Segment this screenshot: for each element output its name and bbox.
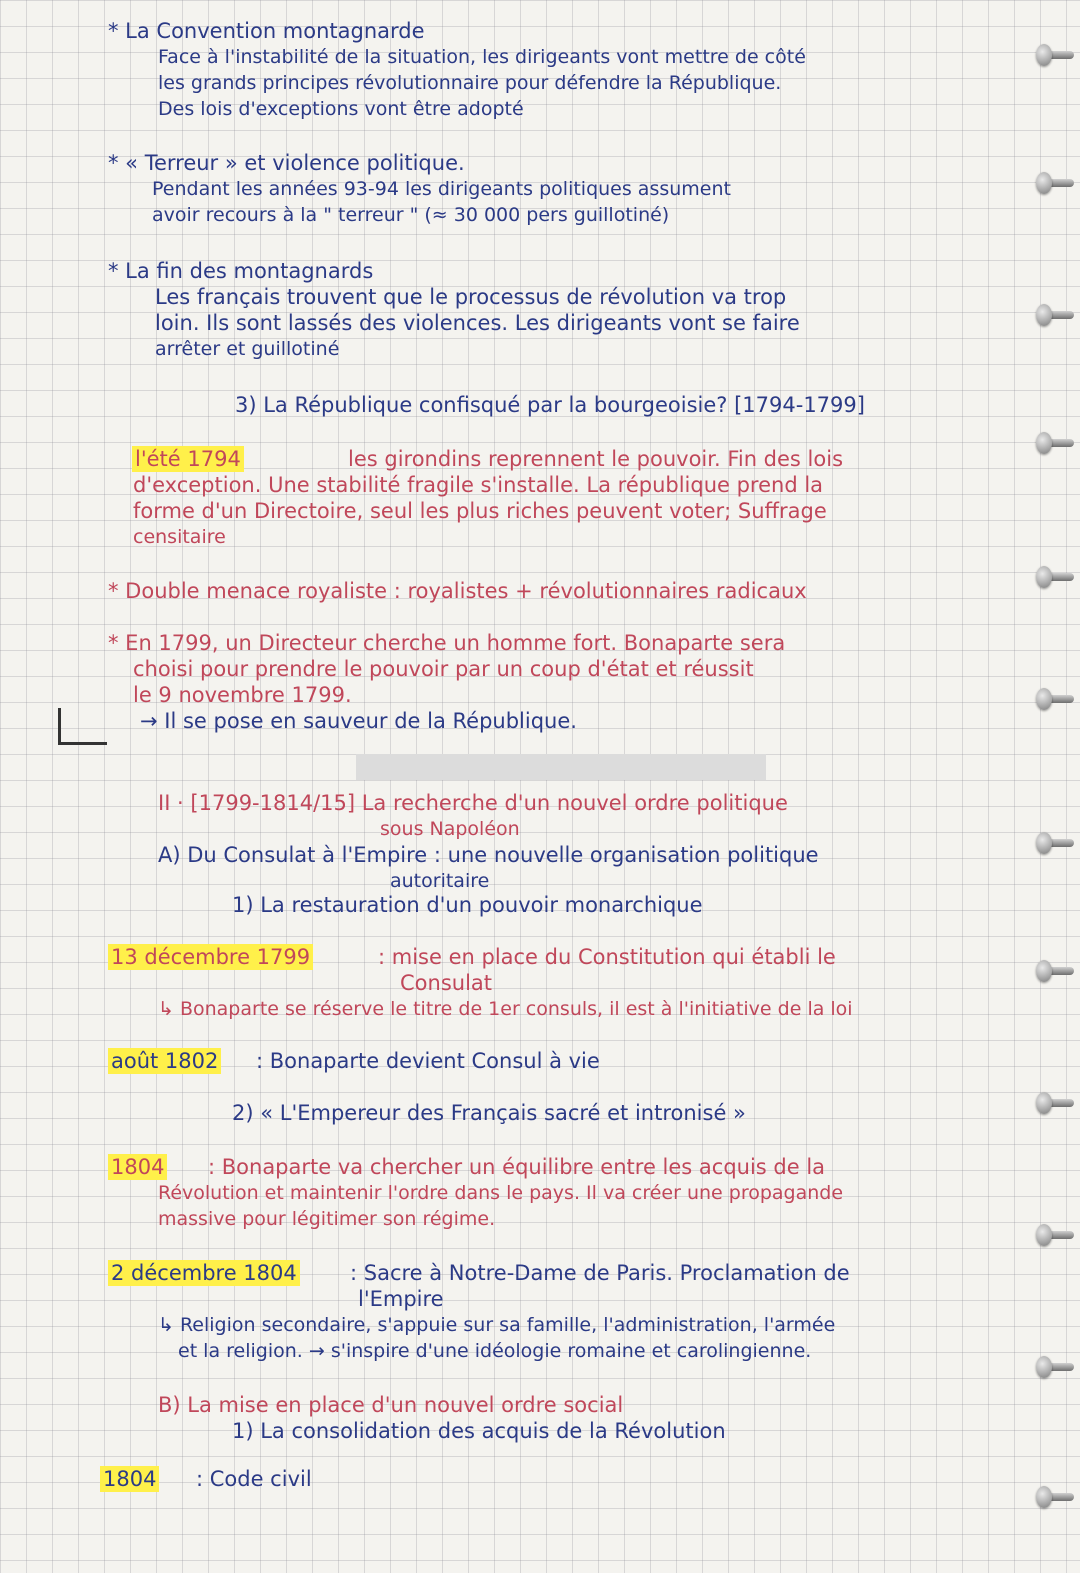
- note-line: sous Napoléon: [380, 818, 520, 840]
- note-line: d'exception. Une stabilité fragile s'installe. La république prend la: [133, 473, 824, 497]
- binder-ring-icon: [1034, 1090, 1074, 1118]
- note-line: II · [1799-1814/15] La recherche d'un nouvel ordre politique: [158, 791, 788, 815]
- note-line: l'Empire: [358, 1287, 444, 1311]
- margin-bracket: [58, 708, 107, 745]
- note-line: les grands principes révolutionnaire pour défendre la République.: [158, 72, 782, 94]
- note-line: ↳ Religion secondaire, s'appuie sur sa famille, l'administration, l'armée: [158, 1314, 836, 1336]
- binder-ring-icon: [1034, 1354, 1074, 1382]
- binder-ring-icon: [1034, 430, 1074, 458]
- note-line: → Il se pose en sauveur de la République.: [140, 709, 577, 733]
- note-line: * La fin des montagnards: [108, 259, 374, 283]
- note-line: 1804: [100, 1466, 159, 1492]
- binder-ring-icon: [1034, 1484, 1074, 1512]
- note-line: : Sacre à Notre-Dame de Paris. Proclamation de: [350, 1261, 850, 1285]
- note-line: autoritaire: [390, 870, 490, 892]
- note-line: Des lois d'exceptions vont être adopté: [158, 98, 524, 120]
- blurred-strip: [356, 754, 766, 780]
- note-line: : Code civil: [196, 1467, 312, 1491]
- note-line: forme d'un Directoire, seul les plus riches peuvent voter; Suffrage: [133, 499, 827, 523]
- note-line: avoir recours à la " terreur " (≈ 30 000 pers guillotiné): [152, 204, 670, 226]
- note-line: censitaire: [133, 526, 226, 548]
- binder-ring-icon: [1034, 302, 1074, 330]
- note-line: août 1802: [108, 1048, 221, 1074]
- note-line: choisi pour prendre le pouvoir par un coup d'état et réussit: [133, 657, 754, 681]
- note-line: ↳ Bonaparte se réserve le titre de 1er consuls, il est à l'initiative de la loi: [158, 998, 853, 1020]
- note-line: 1) La restauration d'un pouvoir monarchique: [232, 893, 703, 917]
- note-line: 3) La République confisqué par la bourgeoisie? [1794-1799]: [235, 393, 865, 417]
- note-line: Face à l'instabilité de la situation, les dirigeants vont mettre de côté: [158, 46, 806, 68]
- note-line: 1804: [108, 1154, 167, 1180]
- binder-ring-icon: [1034, 170, 1074, 198]
- note-line: 13 décembre 1799: [108, 944, 313, 970]
- note-line: le 9 novembre 1799.: [133, 683, 352, 707]
- note-line: massive pour légitimer son régime.: [158, 1208, 496, 1230]
- note-line: 1) La consolidation des acquis de la Révolution: [232, 1419, 726, 1443]
- note-line: : mise en place du Constitution qui établi le: [378, 945, 836, 969]
- note-line: Pendant les années 93-94 les dirigeants politiques assument: [152, 178, 731, 200]
- note-line: Les français trouvent que le processus de révolution va trop: [155, 285, 787, 309]
- note-line: et la religion. → s'inspire d'une idéologie romaine et carolingienne.: [178, 1340, 812, 1362]
- note-line: loin. Ils sont lassés des violences. Les dirigeants vont se faire: [155, 311, 800, 335]
- note-line: * Double menace royaliste : royalistes + révolutionnaires radicaux: [108, 579, 807, 603]
- note-line: : Bonaparte va chercher un équilibre entre les acquis de la: [208, 1155, 826, 1179]
- binder-ring-icon: [1034, 1222, 1074, 1250]
- binder-ring-icon: [1034, 830, 1074, 858]
- note-line: les girondins reprennent le pouvoir. Fin des lois: [348, 447, 844, 471]
- note-line: Révolution et maintenir l'ordre dans le pays. Il va créer une propagande: [158, 1182, 844, 1204]
- note-line: A) Du Consulat à l'Empire : une nouvelle organisation politique: [158, 843, 819, 867]
- note-line: B) La mise en place d'un nouvel ordre social: [158, 1393, 624, 1417]
- binder-ring-icon: [1034, 686, 1074, 714]
- binder-ring-icon: [1034, 564, 1074, 592]
- binder-ring-icon: [1034, 42, 1074, 70]
- note-line: : Bonaparte devient Consul à vie: [256, 1049, 600, 1073]
- note-line: * En 1799, un Directeur cherche un homme fort. Bonaparte sera: [108, 631, 786, 655]
- note-line: * « Terreur » et violence politique.: [108, 151, 465, 175]
- note-line: 2 décembre 1804: [108, 1260, 300, 1286]
- note-line: arrêter et guillotiné: [155, 338, 340, 360]
- note-line: l'été 1794: [132, 446, 244, 472]
- binder-ring-icon: [1034, 958, 1074, 986]
- binder-rings: [1020, 0, 1080, 1573]
- note-line: Consulat: [400, 971, 493, 995]
- note-line: 2) « L'Empereur des Français sacré et intronisé »: [232, 1101, 746, 1125]
- note-line: * La Convention montagnarde: [108, 19, 425, 43]
